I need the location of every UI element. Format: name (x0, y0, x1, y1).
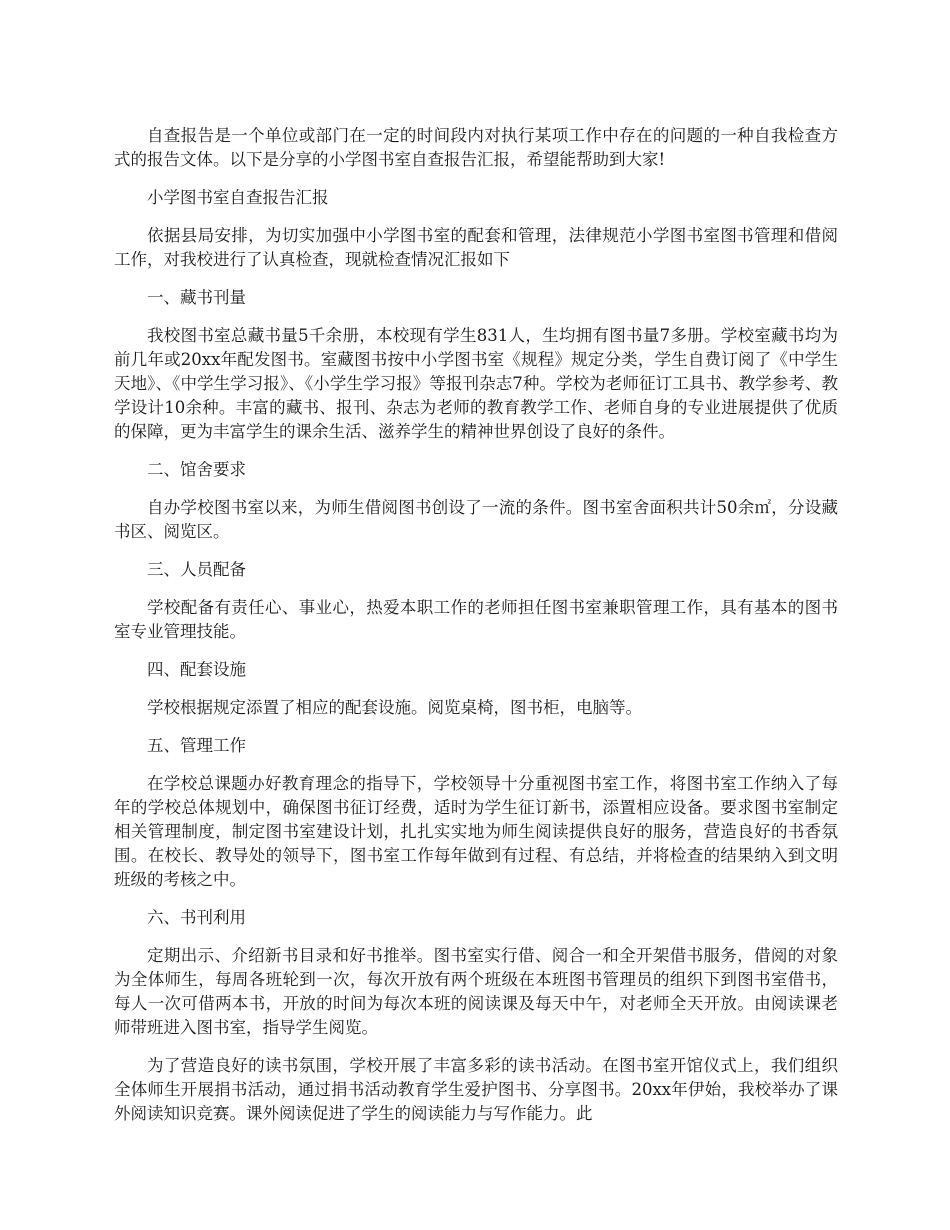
intro-paragraph: 自查报告是一个单位或部门在一定的时间段内对执行某项工作中存在的问题的一种自我检查方式的报告文体。以下是分享的小学图书室自查报告汇报，希望能帮助到大家! (114, 126, 838, 169)
section-body-5: 在学校总课题办好教育理念的指导下，学校领导十分重视图书室工作，将图书室工作纳入了每年的学校总体规划中，确保图书征订经费，适时为学生征订新书，添置相应设备。要求图书室制定相关管理制度，制定图书室建设计划，扎扎实实地为师生阅读提供良好的服务，营造良好的书香氛围。在校长、教导处的领导下，图书室工作每年做到有过程、有总结，并将检查的结果纳入到文明班级的考核之中。 (114, 774, 838, 889)
section-heading-6: 六、书刊利用 (147, 908, 246, 927)
opening-paragraph: 依据县局安排，为切实加强中小学图书室的配套和管理，法律规范小学图书室图书管理和借阅工作，对我校进行了认真检查，现就检查情况汇报如下 (114, 226, 838, 269)
section-heading-2: 二、馆舍要求 (147, 460, 246, 479)
section-heading-1: 一、藏书刊量 (147, 288, 246, 307)
document-title: 小学图书室自查报告汇报 (147, 188, 329, 207)
closing-paragraph: 为了营造良好的读书氛围，学校开展了丰富多彩的读书活动。在图书室开馆仪式上，我们组织全体师生开展捐书活动，通过捐书活动教育学生爱护图书、分享图书。20xx年伊始，我校举办了课外阅读知识竞赛。课外阅读促进了学生的阅读能力与写作能力。此 (114, 1056, 838, 1123)
section-body-1: 我校图书室总藏书量5千余册，本校现有学生831人，生均拥有图书量7多册。学校室藏书均为前几年或20xx年配发图书。室藏图书按中小学图书室《规程》规定分类，学生自费订阅了《中学生天地》、《中学生学习报》、《小学生学习报》等报刊杂志7种。学校为老师征订工具书、教学参考、教学设计10余种。丰富的藏书、报刊、杂志为老师的教育教学工作、老师自身的专业进展提供了优质的保障，更为丰富学生的课余生活、滋养学生的精神世界创设了良好的条件。 (114, 326, 838, 441)
section-body-3: 学校配备有责任心、事业心，热爱本职工作的老师担任图书室兼职管理工作，具有基本的图书室专业管理技能。 (114, 598, 838, 641)
section-heading-4: 四、配套设施 (147, 660, 246, 679)
section-heading-3: 三、人员配备 (147, 560, 246, 579)
section-heading-5: 五、管理工作 (147, 736, 246, 755)
section-body-2: 自办学校图书室以来，为师生借阅图书创设了一流的条件。图书室舍面积共计50余㎡，分设藏书区、阅览区。 (114, 498, 838, 541)
document-page (114, 124, 838, 1140)
section-body-6: 定期出示、介绍新书目录和好书推举。图书室实行借、阅合一和全开架借书服务，借阅的对象为全体师生，每周各班轮到一次，每次开放有两个班级在本班图书管理员的组织下到图书室借书，每人一次可借两本书，开放的时间为每次本班的阅读课及每天中午，对老师全天开放。由阅读课老师带班进入图书室，指导学生阅览。 (114, 946, 838, 1037)
section-body-4: 学校根据规定添置了相应的配套设施。阅览桌椅，图书柜，电脑等。 (147, 698, 642, 717)
